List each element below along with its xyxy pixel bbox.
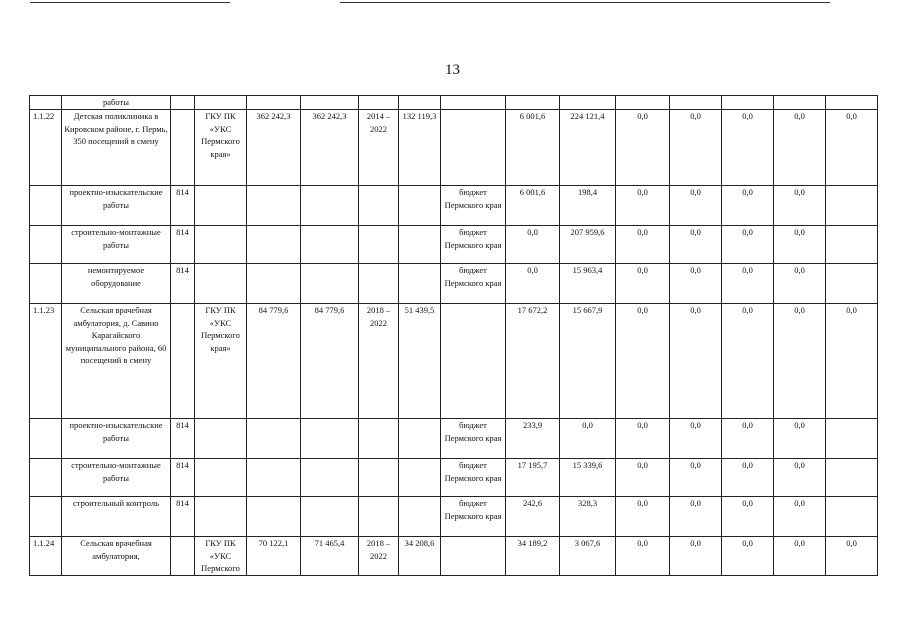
work-type-cell: строительно-монтажные работы [62,459,171,497]
row-number-cell [30,186,62,226]
estimate-cost-cell [247,226,301,264]
year1-cell: 17 195,7 [506,459,560,497]
zero-value-cell: 0,0 [722,459,774,497]
period-cell [359,186,399,226]
zero-value-cell: 0,0 [774,304,826,419]
estimate-cost-cell [247,459,301,497]
year1-cell: 0,0 [506,264,560,304]
empty-cell [560,96,616,110]
period-cell [359,459,399,497]
prior-funding-cell [399,419,441,459]
total-cost-cell [301,226,359,264]
table-row [30,110,878,186]
row-number-cell [30,459,62,497]
code-cell: 814 [171,226,195,264]
table-row [30,226,878,264]
object-name-cell: Сельская врачебная амбулатория, [62,537,171,576]
zero-value-cell: 0,0 [616,497,670,537]
year2-cell: 3 067,6 [560,537,616,576]
zero-value-cell: 0,0 [722,264,774,304]
empty-cell [826,186,878,226]
page-number: 13 [445,62,460,78]
table-row [30,419,878,459]
year1-cell: 6 001,6 [506,110,560,186]
zero-value-cell: 0,0 [670,497,722,537]
customer-cell: ГКУ ПК «УКС Пермского края» [195,304,247,419]
top-rule-right [340,2,830,3]
empty-cell [826,419,878,459]
total-cost-cell [301,419,359,459]
period-cell [359,497,399,537]
zero-value-cell: 0,0 [616,459,670,497]
customer-cell: ГКУ ПК «УКС Пермского [195,537,247,576]
table-row [30,186,878,226]
top-rule-left [30,2,230,3]
source-cell [441,537,506,576]
code-cell: 814 [171,459,195,497]
work-type-cell: немонтируемое оборудование [62,264,171,304]
period-cell: 2018 – 2022 [359,304,399,419]
zero-value-cell: 0,0 [722,537,774,576]
customer-cell: ГКУ ПК «УКС Пермского края» [195,110,247,186]
work-type-cell: строительный контроль [62,497,171,537]
row-number-cell [30,419,62,459]
period-cell [359,226,399,264]
row-number-cell [30,497,62,537]
zero-value-cell: 0,0 [722,226,774,264]
zero-value-cell: 0,0 [616,537,670,576]
empty-cell [826,459,878,497]
zero-value-cell: 0,0 [670,537,722,576]
prior-funding-cell [399,226,441,264]
zero-value-cell: 0,0 [774,459,826,497]
customer-cell [195,497,247,537]
work-type-cell: проектно-изыскательские работы [62,419,171,459]
empty-cell [441,96,506,110]
code-cell [171,110,195,186]
zero-value-cell: 0,0 [774,497,826,537]
table-row [30,264,878,304]
total-cost-cell: 71 465,4 [301,537,359,576]
prior-funding-cell [399,264,441,304]
zero-value-cell: 0,0 [774,419,826,459]
work-type-cell: строительно-монтажные работы [62,226,171,264]
zero-value-cell: 0,0 [670,304,722,419]
source-cell: бюджет Пермского края [441,186,506,226]
zero-value-cell: 0,0 [774,226,826,264]
zero-value-cell: 0,0 [670,419,722,459]
year2-cell: 0,0 [560,419,616,459]
year2-cell: 15 963,4 [560,264,616,304]
empty-cell [247,96,301,110]
prior-funding-cell: 132 119,3 [399,110,441,186]
zero-value-cell: 0,0 [616,186,670,226]
zero-value-cell: 0,0 [774,264,826,304]
table-row [30,304,878,419]
prior-funding-cell: 34 208,6 [399,537,441,576]
code-cell: 814 [171,419,195,459]
year1-cell: 233,9 [506,419,560,459]
zero-value-cell: 0,0 [616,264,670,304]
row-number-cell: 1.1.23 [30,304,62,419]
period-cell: 2014 – 2022 [359,110,399,186]
customer-cell [195,186,247,226]
zero-value-cell: 0,0 [670,226,722,264]
zero-value-cell: 0,0 [616,226,670,264]
year2-cell: 15 339,6 [560,459,616,497]
table-row [30,537,878,576]
estimate-cost-cell: 70 122,1 [247,537,301,576]
empty-cell [359,96,399,110]
customer-cell [195,264,247,304]
estimate-cost-cell: 362 242,3 [247,110,301,186]
year1-cell: 17 672,2 [506,304,560,419]
empty-cell [399,96,441,110]
year1-cell: 6 001,6 [506,186,560,226]
total-cost-cell: 84 779,6 [301,304,359,419]
zero-value-cell: 0,0 [774,110,826,186]
total-cost-cell [301,264,359,304]
total-cost-cell [301,459,359,497]
zero-value-cell: 0,0 [616,110,670,186]
row-number-cell: 1.1.22 [30,110,62,186]
estimate-cost-cell [247,264,301,304]
source-cell: бюджет Пермского края [441,497,506,537]
row-number-cell [30,226,62,264]
zero-value-cell: 0,0 [826,304,878,419]
empty-cell [826,497,878,537]
year1-cell: 242,6 [506,497,560,537]
year1-cell: 0,0 [506,226,560,264]
table-row [30,497,878,537]
empty-cell [670,96,722,110]
table-body [30,96,878,576]
year2-cell: 198,4 [560,186,616,226]
work-type-cell: проектно-изыскательские работы [62,186,171,226]
prior-funding-cell [399,186,441,226]
zero-value-cell: 0,0 [722,186,774,226]
year2-cell: 224 121,4 [560,110,616,186]
total-cost-cell: 362 242,3 [301,110,359,186]
period-cell [359,264,399,304]
code-cell: 814 [171,497,195,537]
estimate-cost-cell: 84 779,6 [247,304,301,419]
table-row [30,459,878,497]
source-cell: бюджет Пермского края [441,459,506,497]
zero-value-cell: 0,0 [670,264,722,304]
source-cell: бюджет Пермского края [441,264,506,304]
prior-funding-cell [399,497,441,537]
customer-cell [195,459,247,497]
year2-cell: 328,3 [560,497,616,537]
code-cell: 814 [171,264,195,304]
row-number-cell [30,264,62,304]
period-cell: 2018 – 2022 [359,537,399,576]
zero-value-cell: 0,0 [774,186,826,226]
code-cell: 814 [171,186,195,226]
zero-value-cell: 0,0 [722,304,774,419]
empty-cell [506,96,560,110]
row-number-cell: 1.1.24 [30,537,62,576]
zero-value-cell: 0,0 [670,186,722,226]
zero-value-cell: 0,0 [616,419,670,459]
year1-cell: 34 189,2 [506,537,560,576]
empty-cell [774,96,826,110]
source-cell [441,110,506,186]
zero-value-cell: 0,0 [826,110,878,186]
budget-table [29,95,878,576]
code-cell [171,304,195,419]
zero-value-cell: 0,0 [774,537,826,576]
object-name-cell: Сельская врачебная амбулатория, д. Савино Карагайского муниципального района, 60 посещений в смену [62,304,171,419]
code-cell [171,537,195,576]
empty-cell [826,96,878,110]
empty-cell [616,96,670,110]
zero-value-cell: 0,0 [722,110,774,186]
empty-cell [171,96,195,110]
prior-funding-cell [399,459,441,497]
zero-value-cell: 0,0 [616,304,670,419]
year2-cell: 207 959,6 [560,226,616,264]
estimate-cost-cell [247,419,301,459]
empty-cell [826,264,878,304]
estimate-cost-cell [247,186,301,226]
object-name-cell: Детская поликлиника в Кировском районе, г. Пермь, 350 посещений в смену [62,110,171,186]
object-name-cell: работы [62,96,171,110]
empty-cell [826,226,878,264]
zero-value-cell: 0,0 [670,110,722,186]
prior-funding-cell: 51 439,5 [399,304,441,419]
zero-value-cell: 0,0 [722,497,774,537]
empty-cell [301,96,359,110]
customer-cell [195,419,247,459]
empty-cell [195,96,247,110]
customer-cell [195,226,247,264]
source-cell [441,304,506,419]
period-cell [359,419,399,459]
total-cost-cell [301,186,359,226]
zero-value-cell: 0,0 [722,419,774,459]
table-row [30,96,878,110]
source-cell: бюджет Пермского края [441,419,506,459]
zero-value-cell: 0,0 [826,537,878,576]
empty-cell [722,96,774,110]
estimate-cost-cell [247,497,301,537]
source-cell: бюджет Пермского края [441,226,506,264]
total-cost-cell [301,497,359,537]
zero-value-cell: 0,0 [670,459,722,497]
row-number-cell [30,96,62,110]
year2-cell: 15 667,9 [560,304,616,419]
